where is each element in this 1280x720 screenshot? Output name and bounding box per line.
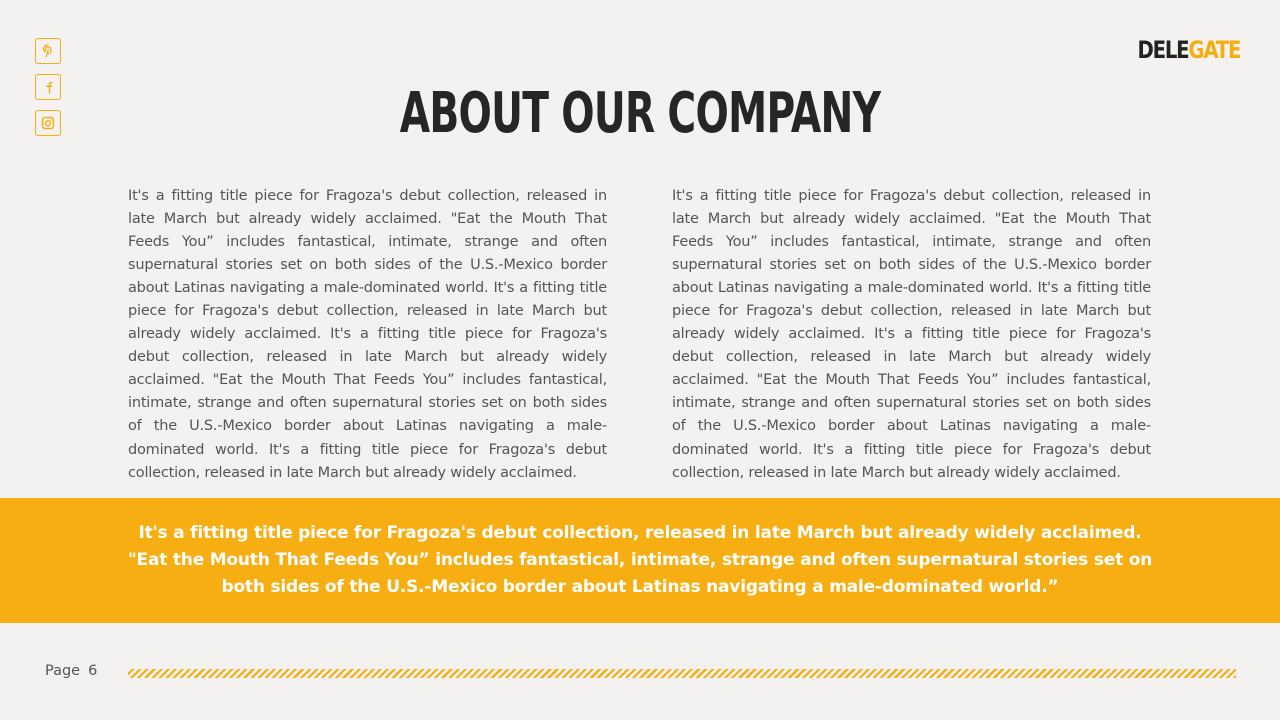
pinterest-icon bbox=[42, 44, 54, 58]
logo-part-dele: DELE bbox=[1137, 36, 1189, 64]
page-title: ABOUT OUR COMPANY bbox=[399, 81, 881, 146]
body-text-left: It's a fitting title piece for Fragoza's debut collection, released in late March but already widely acclaimed. "Eat the Mouth That Feeds You” includes fantastical, intimate, strange and often supernatural stories set on both sides of the U.S.-Mexico border about Latinas navigating a male-dominated world. It's a fitting title piece for Fragoza's debut collection, released in late March but already widely acclaimed. It's a fitting title piece for Fragoza's debut collection, released in late March but already widely acclaimed. "Eat the Mouth That Feeds You” includes fantastical, intimate, strange and often supernatural stories set on both sides of the U.S.-Mexico border about Latinas navigating a male-dominated world. It's a fitting title piece for Fragoza's debut collection, released in late March but already widely acclaimed. bbox=[128, 187, 607, 481]
social-links bbox=[35, 38, 63, 146]
page-number: 6 bbox=[88, 663, 98, 679]
brand-logo bbox=[1137, 36, 1240, 64]
instagram-button[interactable] bbox=[35, 110, 61, 136]
facebook-icon bbox=[43, 80, 53, 94]
pinterest-button[interactable] bbox=[35, 38, 61, 64]
instagram-icon bbox=[41, 116, 55, 130]
logo-part-gate: GATE bbox=[1188, 36, 1240, 64]
footer-divider bbox=[128, 669, 1236, 678]
quote-banner bbox=[0, 498, 1280, 623]
body-text-right: It's a fitting title piece for Fragoza's debut collection, released in late March but already widely acclaimed. "Eat the Mouth That Feeds You” includes fantastical, intimate, strange and often supernatural stories set on both sides of the U.S.-Mexico border about Latinas navigating a male-dominated world. It's a fitting title piece for Fragoza's debut collection, released in late March but already widely acclaimed. It's a fitting title piece for Fragoza's debut collection, released in late March but already widely acclaimed. "Eat the Mouth That Feeds You” includes fantastical, intimate, strange and often supernatural stories set on both sides of the U.S.-Mexico border about Latinas navigating a male-dominated world. It's a fitting title piece for Fragoza's debut collection, released in late March but already widely acclaimed. bbox=[672, 187, 1151, 481]
facebook-button[interactable] bbox=[35, 74, 61, 100]
quote-text: It's a fitting title piece for Fragoza's debut collection, released in late March but already widely acclaimed. "Eat the Mouth That Feeds You” includes fantastical, intimate, strange and often supernatural stories set on both sides of the U.S.-Mexico border about Latinas navigating a male-dominated world.” bbox=[127, 523, 1153, 597]
page-label: Page bbox=[45, 663, 81, 679]
page-indicator bbox=[45, 663, 97, 679]
